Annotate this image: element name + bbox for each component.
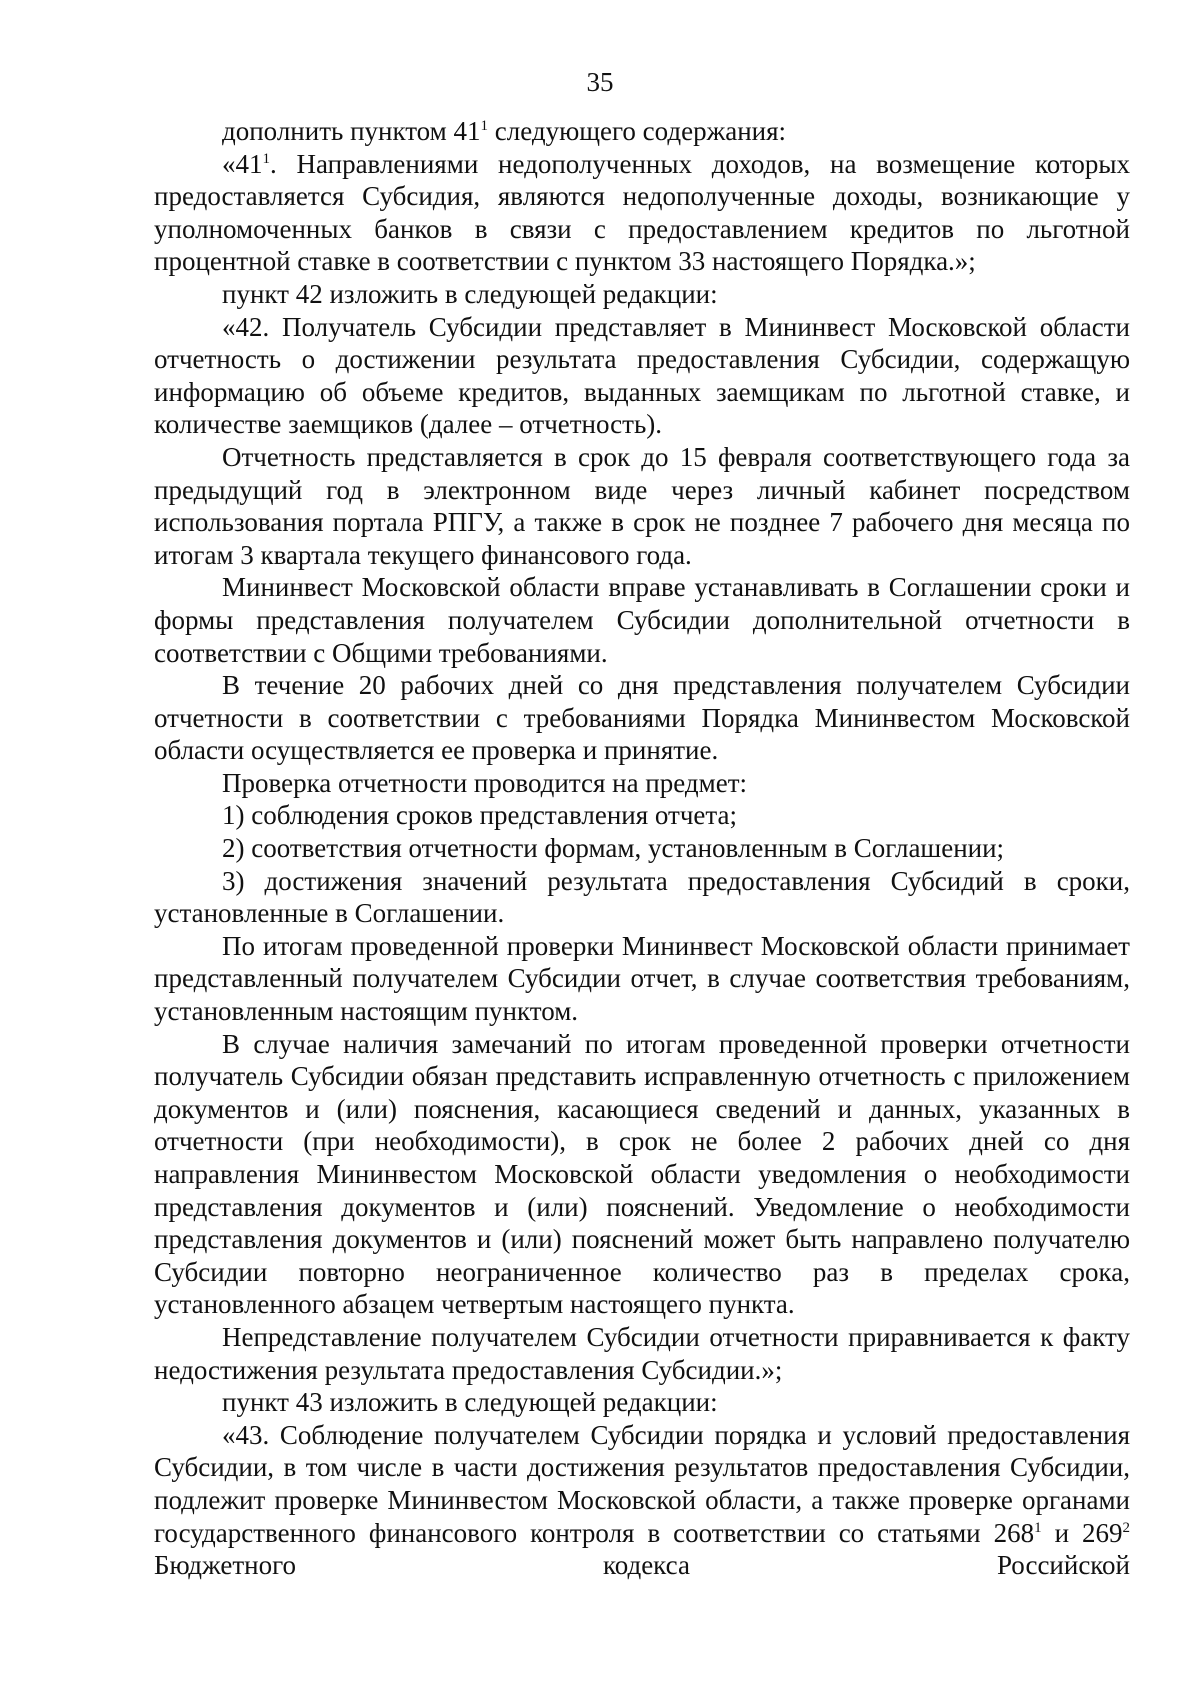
document-body <box>154 115 1130 1582</box>
paragraph <box>154 832 1130 865</box>
paragraph <box>154 1419 1130 1582</box>
paragraph <box>154 1028 1130 1321</box>
paragraph-text: следующего содержания: <box>488 116 787 146</box>
paragraph-text: пункт 43 изложить в следующей редакции: <box>222 1387 718 1418</box>
paragraph <box>154 115 1130 148</box>
paragraph-text: пункт 42 изложить в следующей редакции: <box>222 278 718 309</box>
paragraph-text: Проверка отчетности проводится на предмет: <box>222 767 747 798</box>
paragraph <box>154 930 1130 1028</box>
paragraph-text: «42. Получатель Субсидии представляет в Mининвест Московской области отчетность о достижении результата предоставления Субсидии, содержащую информацию об объеме кредитов, выданных заемщикам по льготной ставке, и количестве заемщиков (далее – отчетность). <box>154 311 1130 440</box>
paragraph <box>154 278 1130 311</box>
paragraph-text: Непредставление получателем Субсидии отчетности приравнивается к факту недостижения результата предоставления Субсидии.»; <box>154 1321 1130 1385</box>
paragraph <box>154 1321 1130 1386</box>
paragraph <box>154 441 1130 571</box>
paragraph <box>154 669 1130 767</box>
paragraph-text: дополнить пунктом 41 <box>222 116 481 146</box>
superscript: 1 <box>262 150 270 167</box>
paragraph <box>154 865 1130 930</box>
paragraph <box>154 1386 1130 1419</box>
paragraph-text: 3) достижения значений результата предоставления Субсидий в сроки, установленные в Соглашении. <box>154 865 1130 929</box>
superscript: 2 <box>1122 1519 1130 1536</box>
paragraph-text: Бюджетного кодекса Российской <box>154 1550 1130 1581</box>
superscript: 1 <box>480 118 488 134</box>
paragraph-text: . Направлениями недополученных доходов, на возмещение которых предоставляется Субсидия, являются недополученные доходы, возникающие у уполномоченных банков в связи с предоставлением кредитов по льготной процентной ставке в соответствии с пунктом 33 настоящего Порядка.»; <box>154 148 1130 277</box>
paragraph-text: и 269 <box>1041 1517 1123 1548</box>
paragraph-text: 2) соответствия отчетности формам, установленным в Соглашении; <box>222 833 1005 864</box>
paragraph-text: В течение 20 рабочих дней со дня представления получателем Субсидии отчетности в соответствии с требованиями Порядка Мининвестом Московской области осуществляется ее проверка и принятие. <box>154 670 1130 766</box>
paragraph-text: «41 <box>222 148 263 179</box>
paragraph <box>154 767 1130 800</box>
paragraph <box>154 571 1130 669</box>
paragraph <box>154 799 1130 832</box>
paragraph-text: В случае наличия замечаний по итогам проведенной проверки отчетности получатель Субсидии обязан представить исправленную отчетность с приложением документов и (или) пояснения, касающиеся сведений и данных, указанных в отчетности (при необходимости), в срок не более 2 рабочих дней со дня направления Мининвестом Московской области уведомления о необходимости представления документов и (или) пояснений. Уведомление о необходимости представления документов и (или) пояснений может быть направлено получателю Субсидии повторно неограниченное количество раз в пределах срока, установленного абзацем четвертым настоящего пункта. <box>154 1028 1130 1320</box>
paragraph-text: Отчетность представляется в срок до 15 февраля соответствующего года за предыдущий год в электронном виде через личный кабинет посредством использования портала РПГУ, а также в срок не позднее 7 рабочего дня месяца по итогам 3 квартала текущего финансового года. <box>154 441 1130 570</box>
paragraph-text: 1) соблюдения сроков представления отчета; <box>222 800 738 831</box>
paragraph-text: По итогам проведенной проверки Мининвест Московской области принимает представленный получателем Субсидии отчет, в случае соответствия требованиям, установленным настоящим пунктом. <box>154 930 1130 1027</box>
paragraph <box>154 311 1130 441</box>
paragraph-text: Мининвест Московской области вправе устанавливать в Соглашении сроки и формы представления получателем Субсидии дополнительной отчетности в соответствии с Общими требованиями. <box>154 572 1130 668</box>
page-number: 35 <box>586 67 614 97</box>
paragraph-text: «43. Соблюдение получателем Субсидии порядка и условий предоставления Субсидии, в том числе в части достижения результатов предоставления Субсидии, подлежит проверке Мининвестом Московской области, а также проверке органами государственного финансового контроля в соответствии со статьями 268 <box>154 1419 1130 1548</box>
superscript: 1 <box>1034 1519 1042 1536</box>
paragraph <box>154 148 1130 278</box>
